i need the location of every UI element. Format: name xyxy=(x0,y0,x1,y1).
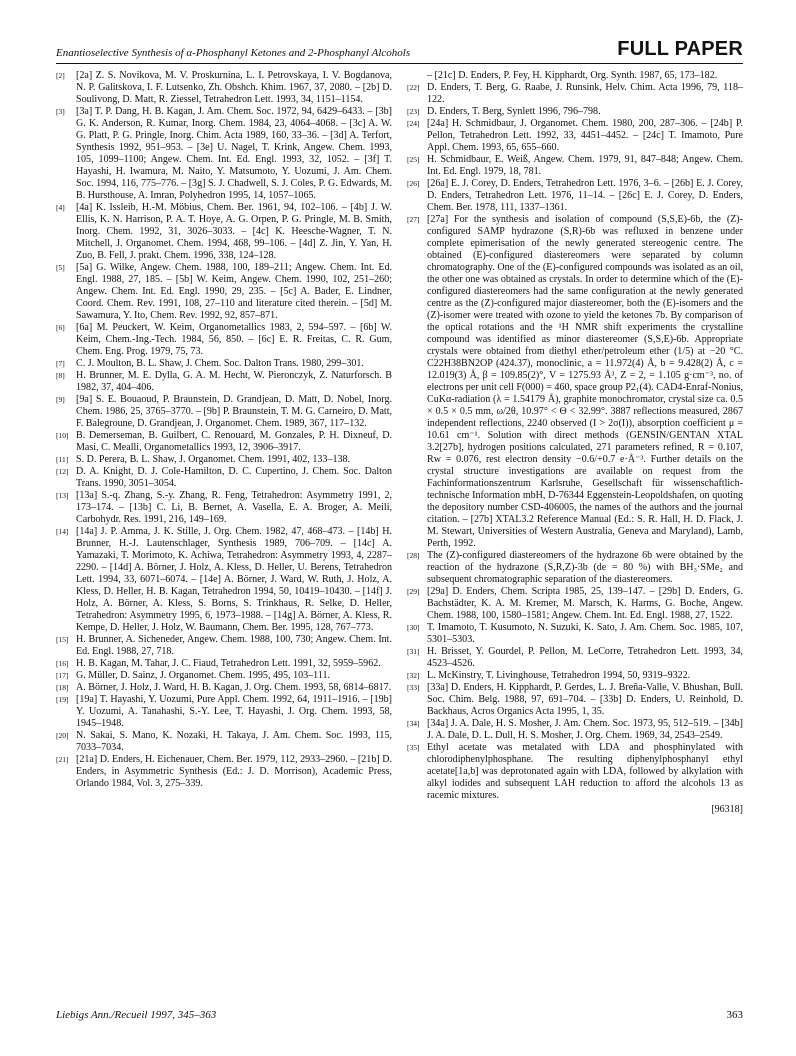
reference-number: [11] xyxy=(56,455,69,464)
reference-text: H. Brunner, M. E. Dylla, G. A. M. Hecht, W. Pieronczyk, Z. Naturforsch. B 1982, 37, 404–406. xyxy=(76,370,392,393)
reference-entry xyxy=(56,262,392,322)
reference-entry xyxy=(407,646,743,670)
reference-entry xyxy=(56,634,392,658)
reference-entry xyxy=(56,526,392,634)
reference-text: Ethyl acetate was metalated with LDA and phosphinylated with chlorodiphenylphosphane. The resulting diphenylphosphanyl ethyl acetate[1a,b] was deprotonated again with LDA, followed by alkylation with alkyl iodides and subsequent LAH reduction to afford the alcohols 13 as racemic mixtures. xyxy=(427,742,743,801)
reference-entry xyxy=(407,622,743,646)
reference-number: [20] xyxy=(56,731,69,740)
reference-text: [27a] For the synthesis and isolation of compound (S,S,E)-6b, the (Z)-configured SAMP hydrazone (S,R)-6b was refluxed in benzene under complete epimerisation of the newly generated stereogenic centre. The obtained (E)-configured diastereomers were separated by column chromatography. One of the (E)-configured compounds was isolated as an oil, the other one was obtained as crystals. In order to determine which of the (E)-configured diastereomers had the same configuration at the newly generated centre as the (Z)-configured major diastereomer, both the (E)-isomers and the (Z)-isomer were treated with ozone to yield the ketones 7b. By comparison of the optical rotations and the ¹H NMR shift experiments the crystalline compound was identified as minor diastereomer (S,S,E)-6b. Appropriate crystals were obtained from diethyl ether/petroleum ether (1/5) at −20 °C. C22H38BN2OP (424.37), monoclinic, a = 11.972(4) Å, b = 9.428(2) Å, c = 12.019(3) Å, β = 109.85(2)°, V = 1275.93 Å³, Z = 2, = 1.105 g·cm⁻³, no. of electrons per unit cell F(000) = 460, space group P2₁(4). CAD4-Enraf-Nonius, CuKα-radiation (λ = 1.54179 Å), graphite monochromator, crystal size ca. 0.5 × 0.5 × 0.5 mm, ω/2θ, 10.97° < Θ < 32.99°. 3887 reflections measured, 2867 independent reflections, 2240 observed (I > 2σ(I)), absorption coefficient μ = 10.61 cm⁻¹. Solution with direct methods (GENSIN/GENTAN XTAL 3.2[27b], hydrogen positions calculated, 271 parameters refined, R = 0.107, Rw = 0.076, rest electron density −0.6/+0.7 e·Å⁻³. Further details on the crystal structure investigations are available on request from the Fachinformationszentrum Karlsruhe, Gesellschaft für wissenschaftlich-technische Information mbH, D-76344 Eggenstein-Leopoldshafen, on quoting the depository number CSD-406005, the names of the authors and the journal citation. – [27b] XTAL3.2 Reference Manual (Ed.: S. R. Hall, H. D. Flack, J. M. Stewart, Universities of Western Australia, Geneva and Maryland), Lamb, Perth, 1992. xyxy=(427,214,743,549)
reference-entry xyxy=(56,394,392,430)
reference-entry xyxy=(407,214,743,550)
reference-entry xyxy=(407,670,743,682)
reference-number: [34] xyxy=(407,719,420,728)
reference-text: [29a] D. Enders, Chem. Scripta 1985, 25, 139–147. – [29b] D. Enders, G. Bachstädter, K. A. M. Kremer, M. Marsch, K. Harms, G. Boche, Angew. Chem. 1988, 100, 1580–1581; Angew. Chem. Int. Ed. Engl. 1988, 27, 1522. xyxy=(427,586,743,621)
reference-number: [16] xyxy=(56,659,69,668)
reference-number: [15] xyxy=(56,635,69,644)
reference-text: [5a] G. Wilke, Angew. Chem. 1988, 100, 189–211; Angew. Chem. Int. Ed. Engl. 1988, 27, 185. – [5b] W. Keim, Angew. Chem. 1990, 102, 251–260; Angew. Chem. Int. Ed. Engl. 1990, 29, 235. – [5c] A. Bader, E. Lindner, Coord. Chem. Rev. 1991, 108, 27–110 and literature cited therein. – [5d] M. Sawamura, Y. Ito, Chem. Rev. 1992, 92, 857–871. xyxy=(76,262,392,321)
reference-number: [23] xyxy=(407,107,420,116)
header-rule xyxy=(56,63,743,64)
reference-entry xyxy=(56,658,392,670)
page-number: 363 xyxy=(726,1009,743,1021)
reference-entry xyxy=(407,154,743,178)
reference-number: [30] xyxy=(407,623,420,632)
reference-text: B. Demerseman, B. Guilbert, C. Renouard, M. Gonzales, P. H. Dixneuf, D. Masi, C. Mealli, Organometallics 1993, 12, 3906–3917. xyxy=(76,430,392,453)
reference-number: [14] xyxy=(56,527,69,536)
reference-text: [19a] T. Hayashi, Y. Uozumi, Pure Appl. Chem. 1992, 64, 1911–1916. – [19b] Y. Uozumi, A. Tanahashi, S.-Y. Lee, T. Hayashi, J. Org. Chem. 1993, 58, 1945–1948. xyxy=(76,694,392,729)
reference-number: [21] xyxy=(56,755,69,764)
reference-number: [7] xyxy=(56,359,65,368)
reference-entry xyxy=(407,106,743,118)
reference-text: D. Enders, T. Berg, Synlett 1996, 796–798. xyxy=(427,106,601,117)
reference-entry xyxy=(56,370,392,394)
reference-number: [13] xyxy=(56,491,69,500)
reference-entry xyxy=(56,670,392,682)
reference-entry xyxy=(407,118,743,154)
reference-number: [4] xyxy=(56,203,65,212)
reference-entry xyxy=(56,454,392,466)
reference-number: [25] xyxy=(407,155,420,164)
reference-text: [26a] E. J. Corey, D. Enders, Tetrahedron Lett. 1976, 3–6. – [26b] E. J. Corey, D. Enders, Tetrahedron Lett. 1976, 11–14. – [26c] E. J. Corey, D. Enders, Chem. Ber. 1978, 111, 1337–1361. xyxy=(427,178,743,213)
reference-entry xyxy=(407,70,743,82)
reference-entry xyxy=(56,202,392,262)
journal-citation: Liebigs Ann./Recueil 1997, 345–363 xyxy=(56,1009,217,1021)
reference-text: – [21c] D. Enders, P. Fey, H. Kipphardt, Org. Synth. 1987, 65, 173–182. xyxy=(427,70,718,81)
reference-text: The (Z)-configured diastereomers of the hydrazone 6b were obtained by the reaction of the hydrazone (S,R,Z)-3b (de = 80 %) with BH₃·SMe₂ and subsequent chromatographic separation of the diastereomers. xyxy=(427,550,743,585)
reference-text: [2a] Z. S. Novikova, M. V. Proskurnina, L. I. Petrovskaya, I. V. Bogdanova, N. P. Galitskova, I. F. Lutsenko, Zh. Obshch. Khim. 1967, 37, 2080. – [2b] D. Soulivong, D. Matt, R. Ziessel, Tetrahedron Lett. 1993, 34, 1151–1154. xyxy=(76,70,392,105)
reference-text: H. Schmidbaur, E. Weiß, Angew. Chem. 1979, 91, 847–848; Angew. Chem. Int. Ed. Engl. 1979, 18, 781. xyxy=(427,154,743,177)
reference-text: L. McKinstry, T. Livinghouse, Tetrahedron 1994, 50, 9319–9322. xyxy=(427,670,691,681)
reference-text: N. Sakai, S. Mano, K. Nozaki, H. Takaya, J. Am. Chem. Soc. 1993, 115, 7033–7034. xyxy=(76,730,392,753)
reference-entry xyxy=(56,466,392,490)
reference-number: [17] xyxy=(56,671,69,680)
reference-entry xyxy=(407,742,743,802)
reference-text: G. Müller, D. Sainz, J. Organomet. Chem. 1995, 495, 103–111. xyxy=(76,670,331,681)
reference-text: [3a] T. P. Dang, H. B. Kagan, J. Am. Chem. Soc. 1972, 94, 6429–6433. – [3b] G. K. Anderson, R. Kumar, Inorg. Chem. 1984, 23, 4064–4068. – [3c] A. W. G. Platt, P. G. Pringle, Inorg. Chim. Acta 1989, 160, 33–36. – [3d] A. Terfort, Synthesis 1992, 951–953. – [3e] U. Nagel, T. Krink, Angew. Chem. 1993, 105, 1099–1100; Angew. Chem. Int. Ed. Engl. 1993, 32, 1052. – [3f] T. Hayashi, H. Iwamura, M. Naito, Y. Matsumoto, Y. Uozumi, J. Am. Chem. Soc. 1994, 116, 775–776. – [3g] S. J. Chadwell, S. J. Coles, P. G. Edwards, M. B. Hursthouse, A. Imran, Polyhedron 1995, 14, 1057–1065. xyxy=(76,106,392,201)
reference-text: [21a] D. Enders, H. Eichenauer, Chem. Ber. 1979, 112, 2933–2960. – [21b] D. Enders, in Asymmetric Synthesis (Ed.: J. D. Morrison), Academic Press, Orlando 1984, Vol. 3, 275–339. xyxy=(76,754,392,789)
reference-number: [2] xyxy=(56,71,65,80)
reference-text: H. Brunner, A. Sicheneder, Angew. Chem. 1988, 100, 730; Angew. Chem. Int. Ed. Engl. 1988, 27, 718. xyxy=(76,634,392,657)
reference-text: [9a] S. E. Bouaoud, P. Braunstein, D. Grandjean, D. Matt, D. Nobel, Inorg. Chem. 1986, 25, 3765–3770. – [9b] P. Braunstein, T. M. G. Carneiro, D. Matt, F. Balegroune, D. Grandjean, J. Organomet. Chem. 1989, 367, 117–132. xyxy=(76,394,392,429)
reference-text: [33a] D. Enders, H. Kipphardt, P. Gerdes, L. J. Breña-Valle, V. Bhushan, Bull. Soc. Chim. Belg. 1988, 97, 691–704. – [33b] D. Enders, U. Reinhold, D. Backhaus, Acros Organics Acta 1995, 1, 35. xyxy=(427,682,743,717)
reference-entry xyxy=(56,106,392,202)
manuscript-id: [96318] xyxy=(711,804,743,815)
reference-number: [19] xyxy=(56,695,69,704)
reference-entry xyxy=(407,82,743,106)
reference-column-right xyxy=(407,70,743,816)
reference-text: [34a] J. A. Dale, H. S. Mosher, J. Am. Chem. Soc. 1973, 95, 512–519. – [34b] J. A. Dale, D. L. Dull, H. S. Mosher, J. Org. Chem. 1969, 34, 2543–2549. xyxy=(427,718,743,741)
reference-text: S. D. Perera, B. L. Shaw, J. Organomet. Chem. 1991, 402, 133–138. xyxy=(76,454,351,465)
reference-number: [28] xyxy=(407,551,420,560)
section-label: FULL PAPER xyxy=(617,38,743,60)
reference-entry xyxy=(56,754,392,790)
reference-text: [24a] H. Schmidbaur, J. Organomet. Chem. 1980, 200, 287–306. – [24b] P. Pellon, Tetrahedron Lett. 1992, 33, 4451–4452. – [24c] T. Imamoto, Pure Appl. Chem. 1993, 65, 655–660. xyxy=(427,118,743,153)
reference-entry xyxy=(407,550,743,586)
reference-text: [4a] K. Issleib, H.-M. Möbius, Chem. Ber. 1961, 94, 102–106. – [4b] J. W. Ellis, K. N. Harrison, P. A. T. Hoye, A. G. Orpen, P. G. Pringle, M. B. Smith, Inorg. Chem. 1992, 31, 3026–3033. – [4c] K. Heesche-Wagner, T. N. Mitchell, J. Organomet. Chem. 1994, 468, 99–106. – [4d] Z. Jin, Y. Yan, H. Zuo, B. Fell, J. prakt. Chem. 1996, 338, 124–128. xyxy=(76,202,392,261)
reference-entry xyxy=(56,430,392,454)
running-header xyxy=(56,38,743,64)
reference-column-left xyxy=(56,70,392,790)
reference-number: [18] xyxy=(56,683,69,692)
reference-entry xyxy=(56,70,392,106)
reference-entry xyxy=(407,586,743,622)
reference-number: [9] xyxy=(56,395,65,404)
reference-text: [14a] J. P. Amma, J. K. Stille, J. Org. Chem. 1982, 47, 468–473. – [14b] H. Brunner, H.-J. Lautenschlager, Synthesis 1989, 706–709. – [14c] A. Yamazaki, T. Morimoto, K. Achiwa, Tetrahedron: Asymmetry 1993, 4, 2287–2290. – [14d] A. Börner, J. Holz, A. Kless, D. Heller, U. Berens, Tetrahedron Lett. 1994, 33, 6071–6074. – [14e] A. Börner, J. Ward, W. Ruth, J. Holz, A. Kless, D. Heller, H. B. Kagan, Tetrahedron 1994, 50, 10419–10430. – [14f] J. Holz, A. Börner, A. Kless, S. Borns, S. Trinkhaus, R. Selke, D. Heller, Tetrahedron: Asymmetry 1995, 6, 1973–1988. – [14g] A. Börner, A. Kless, R. Kempe, D. Heller, J. Holz, W. Baumann, Chem. Ber. 1995, 128, 767–773. xyxy=(76,526,392,633)
reference-number: [32] xyxy=(407,671,420,680)
reference-number: [29] xyxy=(407,587,420,596)
reference-number: [22] xyxy=(407,83,420,92)
reference-number: [33] xyxy=(407,683,420,692)
reference-entry xyxy=(56,322,392,358)
reference-text: H. Brisset, Y. Gourdel, P. Pellon, M. LeCorre, Tetrahedron Lett. 1993, 34, 4523–4526. xyxy=(427,646,743,669)
reference-entry xyxy=(56,490,392,526)
reference-number: [6] xyxy=(56,323,65,332)
reference-number: [12] xyxy=(56,467,69,476)
reference-entry xyxy=(407,682,743,718)
reference-text: H. B. Kagan, M. Tahar, J. C. Fiaud, Tetrahedron Lett. 1991, 32, 5959–5962. xyxy=(76,658,381,669)
reference-entry xyxy=(56,730,392,754)
reference-text: D. A. Knight, D. J. Cole-Hamilton, D. C. Cupertino, J. Chem. Soc. Dalton Trans. 1990, 3051–3054. xyxy=(76,466,392,489)
reference-number: [5] xyxy=(56,263,65,272)
running-title: Enantioselective Synthesis of α-Phosphanyl Ketones and 2-Phosphanyl Alcohols xyxy=(56,47,411,59)
reference-number: [8] xyxy=(56,371,65,380)
reference-text: [6a] M. Peuckert, W. Keim, Organometallics 1983, 2, 594–597. – [6b] W. Keim, Chem.-Ing.-Tech. 1984, 56, 850. – [6c] E. R. Freitas, C. R. Gum, Chem. Eng. Prog. 1979, 75, 73. xyxy=(76,322,392,357)
reference-entry xyxy=(56,694,392,730)
reference-text: T. Imamoto, T. Kusumoto, N. Suzuki, K. Sato, J. Am. Chem. Soc. 1985, 107, 5301–5303. xyxy=(427,622,743,645)
reference-text: [13a] S.-q. Zhang, S.-y. Zhang, R. Feng, Tetrahedron: Asymmetry 1991, 2, 173–174. – [13b] C. Li, B. Bernet, A. Vasella, E. A. Broger, A. Meili, Carbohydr. Res. 1991, 216, 149–169. xyxy=(76,490,392,525)
reference-entry xyxy=(56,682,392,694)
reference-number: [27] xyxy=(407,215,420,224)
reference-text: D. Enders, T. Berg, G. Raabe, J. Runsink, Helv. Chim. Acta 1996, 79, 118–122. xyxy=(427,82,743,105)
reference-entry xyxy=(407,718,743,742)
reference-number: [35] xyxy=(407,743,420,752)
reference-entry xyxy=(56,358,392,370)
reference-text: A. Börner, J. Holz, J. Ward, H. B. Kagan, J. Org. Chem. 1993, 58, 6814–6817. xyxy=(76,682,392,693)
reference-number: [26] xyxy=(407,179,420,188)
reference-entry xyxy=(407,178,743,214)
reference-number: [10] xyxy=(56,431,69,440)
reference-number: [3] xyxy=(56,107,65,116)
reference-number: [24] xyxy=(407,119,420,128)
reference-number: [31] xyxy=(407,647,420,656)
reference-text: C. J. Moulton, B. L. Shaw, J. Chem. Soc. Dalton Trans. 1980, 299–301. xyxy=(76,358,364,369)
